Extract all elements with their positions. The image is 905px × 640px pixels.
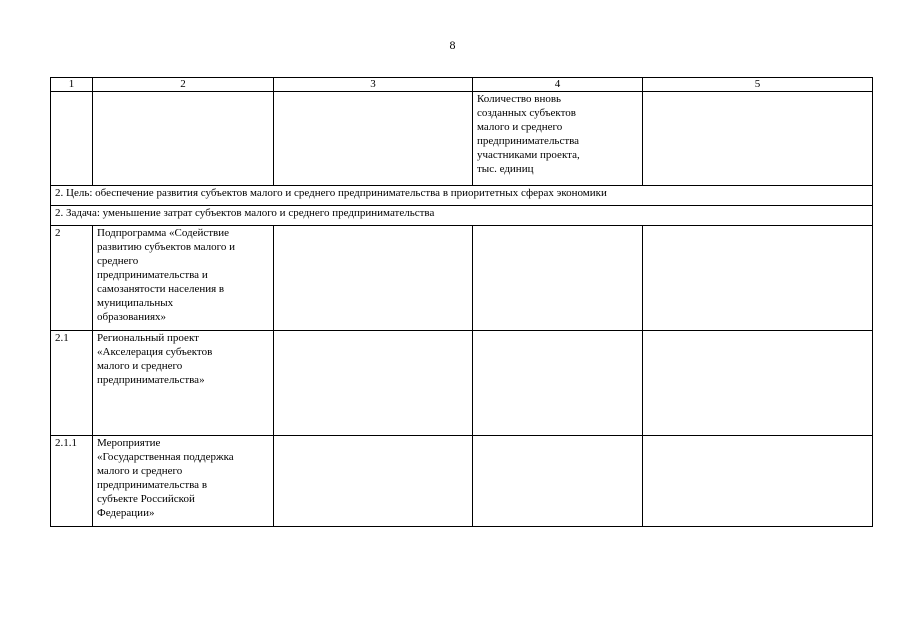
row-number: 2.1.1 xyxy=(51,436,93,527)
column-header-5: 5 xyxy=(643,78,873,92)
row-number: 2 xyxy=(51,226,93,331)
indicator-col5-cell xyxy=(643,92,873,186)
column-header-1: 1 xyxy=(51,78,93,92)
task-text: 2. Задача: уменьшение затрат субъектов малого и среднего предпринимательства xyxy=(51,206,873,226)
column-header-4: 4 xyxy=(473,78,643,92)
column-header-3: 3 xyxy=(274,78,473,92)
row-name: Мероприятие «Государственная поддержка малого и среднего предпринимательства в субъекте Российской Федерации» xyxy=(93,436,274,527)
goal-row xyxy=(51,186,873,206)
row-col3-cell xyxy=(274,436,473,527)
row-col5-cell xyxy=(643,436,873,527)
page-number: 8 xyxy=(449,38,456,52)
row-col5-cell xyxy=(643,331,873,436)
table-row xyxy=(51,331,873,436)
row-col4-cell xyxy=(473,436,643,527)
task-row xyxy=(51,206,873,226)
row-col4-cell xyxy=(473,226,643,331)
row-col4-cell xyxy=(473,331,643,436)
indicator-name-cell xyxy=(93,92,274,186)
column-header-row xyxy=(51,78,873,92)
row-col5-cell xyxy=(643,226,873,331)
row-number: 2.1 xyxy=(51,331,93,436)
indicator-num-cell xyxy=(51,92,93,186)
program-table xyxy=(50,77,873,527)
table-row xyxy=(51,226,873,331)
table-row xyxy=(51,436,873,527)
goal-text: 2. Цель: обеспечение развития субъектов малого и среднего предпринимательства в приоритетных сферах экономики xyxy=(51,186,873,206)
indicator-row xyxy=(51,92,873,186)
column-header-2: 2 xyxy=(93,78,274,92)
row-col3-cell xyxy=(274,226,473,331)
indicator-description: Количество вновь созданных субъектов малого и среднего предпринимательства участниками проекта, тыс. единиц xyxy=(473,92,643,186)
row-name: Подпрограмма «Содействие развитию субъектов малого и среднего предпринимательства и самозанятости населения в муниципальных образованиях» xyxy=(93,226,274,331)
indicator-col3-cell xyxy=(274,92,473,186)
row-col3-cell xyxy=(274,331,473,436)
row-name: Региональный проект «Акселерация субъектов малого и среднего предпринимательства» xyxy=(93,331,274,436)
